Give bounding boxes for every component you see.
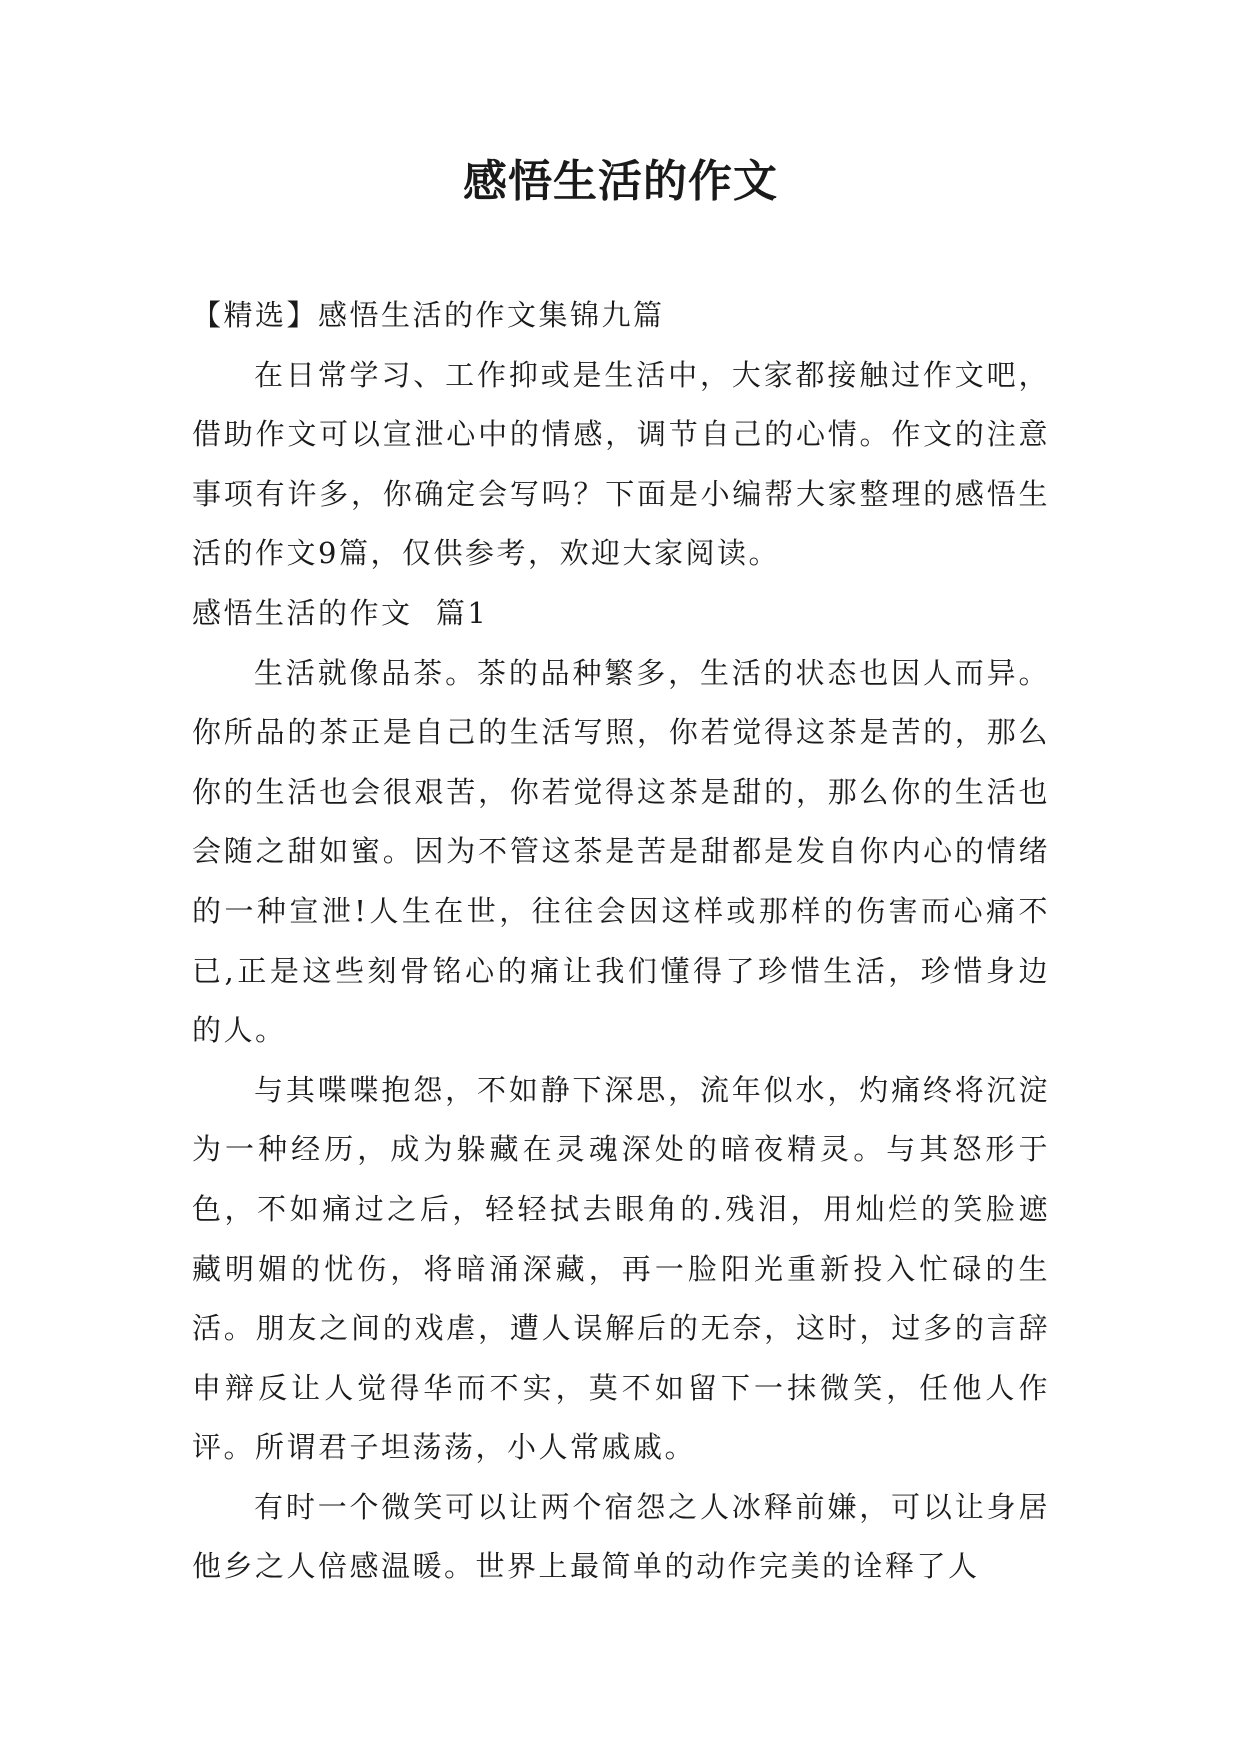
- body-paragraph-3: 有时一个微笑可以让两个宿怨之人冰释前嫌，可以让身居他乡之人倍感温暖。世界上最简单的动作完美的诠释了人: [192, 1489, 1050, 1584]
- body-paragraph-2: 与其喋喋抱怨，不如静下深思，流年似水，灼痛终将沉淀为一种经历，成为躲藏在灵魂深处的暗夜精灵。与其怒形于色，不如痛过之后，轻轻拭去眼角的.残泪，用灿烂的笑脸遮藏明媚的忧伤，将暗涌深藏，再一脸阳光重新投入忙碌的生活。朋友之间的戏虐，遭人误解后的无奈，这时，过多的言辞申辩反让人觉得华而不实，莫不如留下一抹微笑，任他人作评。所谓君子坦荡荡，小人常戚戚。: [192, 1072, 1050, 1465]
- section-heading: 感悟生活的作文 篇1: [192, 595, 489, 630]
- document-body: [192, 286, 1050, 1597]
- body-paragraph-1: 生活就像品茶。茶的品种繁多，生活的状态也因人而异。你所品的茶正是自己的生活写照，你若觉得这茶是苦的，那么你的生活也会很艰苦，你若觉得这茶是甜的，那么你的生活也会随之甜如蜜。因为不管这茶是苦是甜都是发自你内心的情绪的一种宣泄!人生在世，往往会因这样或那样的伤害而心痛不已,正是这些刻骨铭心的痛让我们懂得了珍惜生活，珍惜身边的人。: [192, 655, 1050, 1048]
- document-title: 感悟生活的作文: [463, 156, 778, 207]
- document-subtitle: 【精选】感悟生活的作文集锦九篇: [192, 298, 665, 332]
- intro-paragraph: 在日常学习、工作抑或是生活中，大家都接触过作文吧，借助作文可以宣泄心中的情感，调节自己的心情。作文的注意事项有许多，你确定会写吗？下面是小编帮大家整理的感悟生活的作文9篇，仅供参考，欢迎大家阅读。: [192, 357, 1050, 571]
